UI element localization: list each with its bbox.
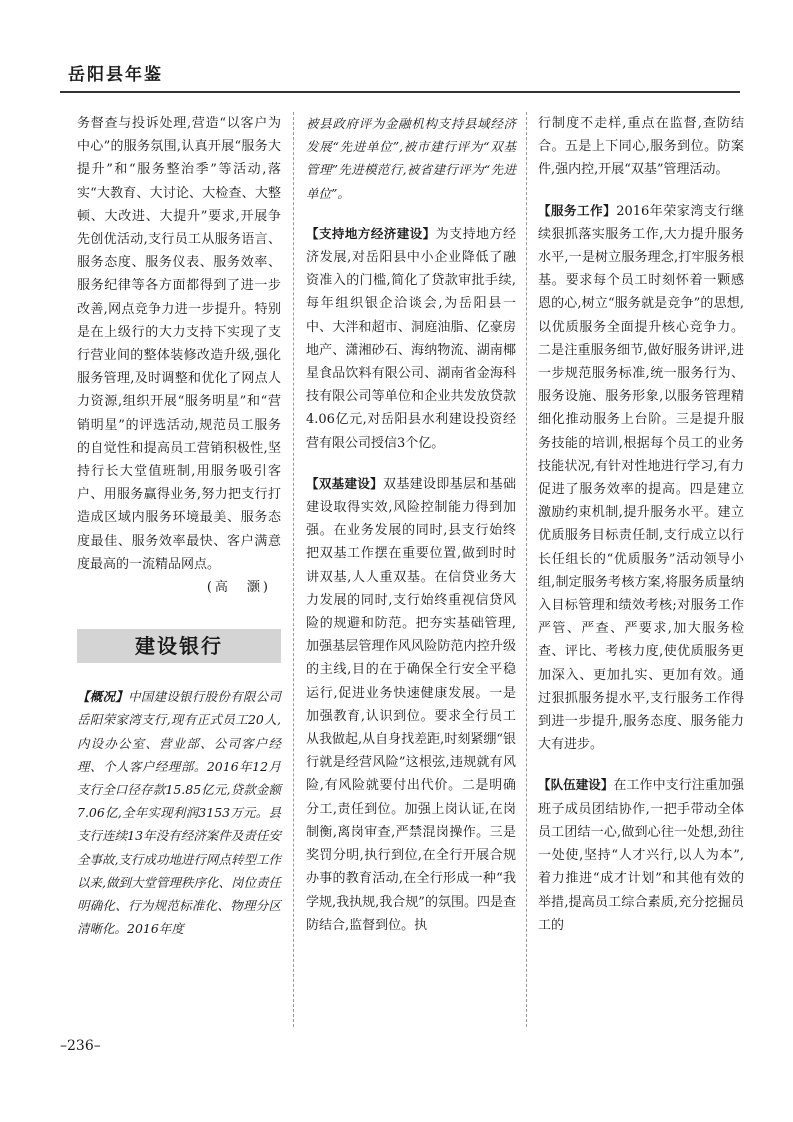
section-heading-ccb: 建设银行 xyxy=(77,629,281,663)
support-economy-paragraph xyxy=(306,222,516,455)
column-3 xyxy=(538,112,744,937)
column-1 xyxy=(77,112,281,941)
support-economy-tag: 【支持地方经济建设】 xyxy=(306,225,436,241)
overview-text: 中国建设银行股份有限公司岳阳荣家湾支行,现有正式员工20人,内设办公室、营业部、公司客户经理、个人客户经理部。2016年12月支行全口径存款15.85亿元,贷款金额7.06亿,全年实现利润3153万元。县支行连续13年没有经济案件及责任安全事故,支行成功地进行网点转型工作以来,做到大堂管理秩序化、岗位责任明确化、行为规范标准化、物理分区清晰化。2016年度 xyxy=(77,689,281,937)
team-building-text: 在工作中支行注重加强班子成员团结协作,一把手带动全体员工团结一心,做到心往一处想,劲往一处使,坚持“人才兴行,以人为本”,着力推进“成才计划”和其他有效的举措,提高员工综合素质,充分挖掘员工的 xyxy=(538,778,744,933)
header-rule xyxy=(60,91,740,93)
page-number: –236– xyxy=(60,1038,101,1054)
author-credit: (高 灏) xyxy=(206,580,271,596)
running-header-title: 岳阳县年鉴 xyxy=(68,65,163,85)
shuangji-paragraph xyxy=(306,472,516,937)
team-building-tag: 【队伍建设】 xyxy=(538,777,614,793)
service-work-paragraph xyxy=(538,199,744,757)
column-2 xyxy=(306,112,516,937)
column-divider-1 xyxy=(293,112,294,1027)
shuangji-tag: 【双基建设】 xyxy=(306,475,383,491)
shuangji-text: 双基建设即基层和基础建设取得实效,风险控制能力得到加强。在业务发展的同时,县支行始终把双基工作摆在重要位置,做到时时讲双基,人人重双基。在信贷业务大力发展的同时,支行始终重视信贷风险的规避和防范。把夯实基础管理,加强基层管理作风风险防范内控升级的主线,目的在于确保全行安全平稳运行,促进业务快速健康发展。一是加强教育,认识到位。要求全行员工从我做起,从自身找差距,时刻紧绷“银行就是经营风险”这根弦,违规就有风险,有风险就要付出代价。二是明确分工,责任到位。加强上岗认证,在岗制衡,离岗审查,严禁混岗操作。三是奖罚分明,执行到位,在全行开展合规办事的教育活动,在全行形成一种“我学规,我执规,我合规”的氛围。四是查防结合,监督到位。执 xyxy=(306,476,516,933)
service-work-tag: 【服务工作】 xyxy=(538,202,617,218)
support-economy-text: 为支持地方经济发展,对岳阳县中小企业降低了融资准入的门槛,简化了贷款审批手续,每年组织银企洽谈会,为岳阳县一中、大泮和超市、洞庭油脂、亿豪房地产、潇湘砂石、海纳物流、湖南椰星食品饮料有限公司、湖南省金海科技有限公司等单位和企业共发放贷款4.06亿元,对岳阳县水利建设投资经营有限公司授信3个亿。 xyxy=(306,226,516,451)
overview-paragraph xyxy=(77,685,281,940)
column-divider-2 xyxy=(526,112,527,1027)
team-building-paragraph xyxy=(538,773,744,936)
overview-tag: 【概况】 xyxy=(77,689,129,705)
service-continuation-paragraph: 务督查与投诉处理,营造“以客户为中心”的服务氛围,认真开展“服务大提升”和“服务整治季”等活动,落实“大教育、大讨论、大检查、大整顿、大改进、大提升”要求,开展争先创优活动,支行员工从服务语言、服务态度、服务仪表、服务效率、服务纪律等各方面都得到了进一步改善,网点竞争力进一步提升。特别是在上级行的大力支持下实现了支行营业间的整体装修改造升级,强化服务管理,及时调整和优化了网点人力资源,组织开展“服务明星”和“营销明星”的评选活动,规范员工服务的自觉性和提高员工营销积极性,坚持行长大堂值班制,用服务吸引客户、用服务赢得业务,努力把支行打造成区域内服务环境最美、服务态度最佳、服务效率最快、客户满意度最高的一流精品网点。 xyxy=(77,116,281,572)
overview-continuation: 被县政府评为金融机构支持县域经济发展“先进单位”,被市建行评为“双基管理”先进模范行,被省建行评为“先进单位”。 xyxy=(306,116,516,201)
shuangji-continuation: 行制度不走样,重点在监督,查防结合。五是上下同心,服务到位。防案件,强内控,开展“双基”管理活动。 xyxy=(538,116,744,178)
service-work-text: 2016年荣家湾支行继续狠抓落实服务工作,大力提升服务水平,一是树立服务理念,打牢服务根基。要求每个员工时刻怀着一颗感恩的心,树立“服务就是竞争”的思想,以优质服务全面提升核心竞争力。二是注重服务细节,做好服务讲评,进一步规范服务标准,统一服务行为、服务设施、服务形象,以服务管理精细化推动服务上台阶。三是提升服务技能的培训,根据每个员工的业务技能状况,有针对性地进行学习,有力促进了服务效率的提高。四是建立激励约束机制,提升服务水平。建立优质服务目标责任制,支行成立以行长任组长的“优质服务”活动领导小组,制定服务考核方案,将服务质量纳入目标管理和绩效考核;对服务工作严管、严查、严要求,加大服务检查、评比、考核力度,使优质服务更加深入、更加扎实、更加有效。通过狠抓服务提水平,支行服务工作得到进一步提升,服务态度、服务能力大有进步。 xyxy=(538,203,744,753)
